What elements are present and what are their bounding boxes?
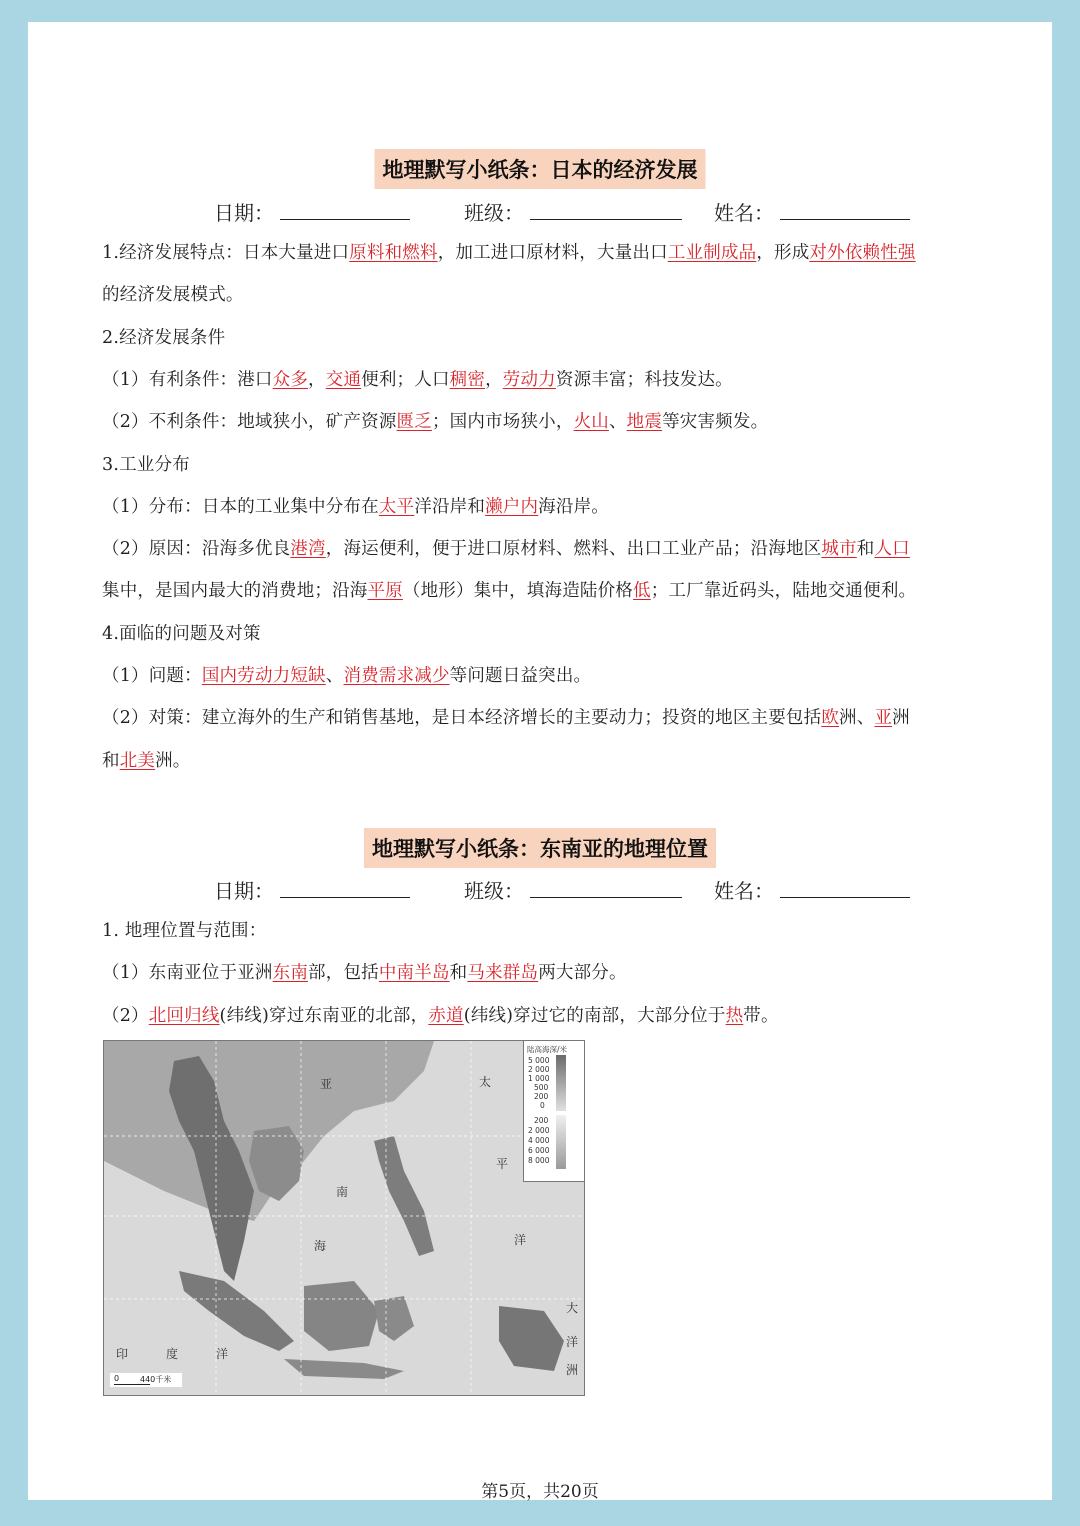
text-segment: 和 [102,750,120,771]
text-line [102,577,916,602]
map-scale: 0 440千米 [110,1373,182,1387]
text-segment: （2）不利条件：地域狭小，矿产资源 [102,412,397,433]
page-footer: 第5页，共20页 [481,1482,599,1502]
text-line [102,1002,779,1027]
text-segment: 带。 [743,1005,779,1026]
date-field [214,197,410,226]
answer-text: 马来群岛 [467,963,539,984]
text-segment: 部，包括 [308,963,379,984]
answer-text: 原料和燃料 [349,243,438,263]
section1-title: 地理默写小纸条：日本的经济发展 [375,149,706,189]
text-segment: 洲、 [839,708,875,729]
legend-value: 200 [534,1092,549,1101]
text-segment: 资源丰富；科技发达。 [555,369,733,390]
map-label-du: 度 [166,1347,179,1361]
legend-value: 1 000 [528,1074,550,1083]
text-segment: 和 [449,963,468,984]
text-segment: ；工厂靠近码头，陆地交通便利。 [650,581,917,602]
answer-text: 交通 [325,369,362,390]
answer-text: 工业制成品 [667,243,757,263]
legend-land-bar [556,1055,566,1111]
text-segment: ；国内市场狭小， [431,412,574,433]
map-label-tai: 太 [479,1075,492,1089]
answer-text: 匮乏 [396,412,432,433]
text-line [102,324,225,349]
text-segment: 、 [325,666,344,686]
answer-text: 低 [633,581,651,602]
text-line [102,408,768,433]
text-segment: ，形成 [756,243,810,263]
answer-text: 亚 [874,708,893,729]
text-line [102,451,190,476]
date-label: 日期： [214,879,274,903]
legend-value: 200 [534,1116,549,1125]
answer-text: 港湾 [290,539,326,560]
map-label-ping: 平 [496,1157,509,1171]
text-line [102,917,266,942]
text-segment: (纬线)穿过它的南部，大部分位于 [463,1005,726,1026]
class-field [464,875,682,904]
map-label-yang-indian: 洋 [216,1347,229,1361]
section2-info-row [214,875,774,904]
legend-value: 8 000 [528,1156,550,1165]
map-legend [523,1041,584,1182]
text-segment: 海沿岸。 [538,496,609,517]
answer-text: 地震 [626,412,663,433]
text-segment: ，加工进口原材料，大量出口 [437,243,668,263]
text-line [102,747,191,772]
text-line [102,239,916,264]
date-blank[interactable] [280,218,410,220]
map-label-ya: 亚 [320,1077,333,1091]
text-segment: （2）原因：沿海多优良 [102,539,291,560]
text-segment: 等灾害频发。 [662,412,769,433]
answer-text: 中南半岛 [378,963,450,984]
name-label: 姓名： [714,879,774,903]
name-field [714,875,910,904]
legend-value: 500 [534,1083,549,1092]
section1-info-row [214,197,774,226]
answer-text: 劳动力 [502,369,556,390]
map-label-zhou: 洲 [566,1363,579,1377]
answer-text: 平原 [367,581,403,602]
text-segment: 两大部分。 [538,963,627,984]
answer-text: 火山 [573,412,609,433]
class-field [464,197,682,226]
text-segment: （地形）集中，填海造陆价格 [402,581,634,602]
answer-text: 热 [725,1005,744,1026]
section2-title: 地理默写小纸条：东南亚的地理位置 [364,828,716,868]
worksheet-page [28,22,1052,1500]
answer-text: 人口 [874,539,910,560]
text-segment: （1）有利条件：港口 [102,369,273,390]
name-blank[interactable] [780,896,910,898]
map-label-yin: 印 [116,1347,129,1361]
legend-value: 2 000 [528,1065,550,1074]
legend-value: 5 000 [528,1056,550,1065]
text-segment: 集中，是国内最大的消费地；沿海 [102,581,368,602]
map-label-da: 大 [566,1301,579,1315]
text-line [102,620,261,645]
legend-value: 6 000 [528,1146,550,1155]
text-segment: ，海运便利，便于进口原材料、燃料、出口工业产品；沿海地区 [325,539,822,560]
text-segment: 1.经济发展特点：日本大量进口 [102,243,350,263]
text-line [102,493,609,518]
text-line [102,662,591,687]
legend-value: 4 000 [528,1136,550,1145]
text-segment: ， [485,369,503,390]
map-graphic [104,1041,584,1395]
answer-text: 城市 [821,539,857,560]
text-line [102,704,910,729]
text-segment: （2）对策：建立海外的生产和销售基地，是日本经济增长的主要动力；投资的地区主要包括 [102,708,822,729]
legend-value: 0 [540,1101,545,1110]
name-blank[interactable] [780,218,910,220]
legend-title: 陆高海深/米 [527,1045,568,1054]
text-segment: ， [308,369,326,390]
text-segment: 的经济发展模式。 [102,285,244,306]
answer-text: 濑户内 [485,496,539,517]
text-line [102,281,244,306]
text-line [102,959,627,984]
answer-text: 北美 [119,750,156,771]
answer-text: 东南 [272,963,309,984]
answer-text: 国内劳动力短缺 [201,666,326,686]
name-field [714,197,910,226]
class-label: 班级： [464,201,524,225]
map-label-yang-oceania: 洋 [566,1335,579,1349]
name-label: 姓名： [714,201,774,225]
text-segment: 3.工业分布 [102,454,190,475]
text-segment: （1）东南亚位于亚洲 [102,963,273,984]
answer-text: 太平 [378,496,415,517]
text-segment: （2） [102,1005,149,1026]
map-label-nan: 南 [336,1185,349,1199]
date-field [214,875,410,904]
text-segment: 和 [856,539,875,560]
text-segment: 便利；人口 [361,369,450,390]
answer-text: 欧 [821,708,840,729]
map-label-yang-pacific: 洋 [514,1233,527,1247]
text-segment: 洋沿岸和 [414,496,486,517]
text-line [102,535,910,560]
text-segment: 4.面临的问题及对策 [102,623,261,644]
text-segment: 、 [608,412,627,433]
date-label: 日期： [214,201,274,225]
date-blank[interactable] [280,896,410,898]
answer-text: 赤道 [428,1005,464,1026]
answer-text: 众多 [272,369,309,390]
class-label: 班级： [464,879,524,903]
text-segment: 1. 地理位置与范围： [102,921,267,941]
answer-text: 北回归线 [148,1005,220,1026]
answer-text: 对外依赖性强 [809,243,916,263]
class-blank[interactable] [530,896,682,898]
text-segment: 2.经济发展条件 [102,327,226,348]
text-segment: (纬线)穿过东南亚的北部， [219,1005,429,1026]
southeast-asia-map [103,1040,585,1396]
legend-sea-bar [556,1115,566,1169]
text-segment: （1）问题： [102,666,202,686]
text-segment: 等问题日益突出。 [449,666,592,686]
class-blank[interactable] [530,218,682,220]
text-segment: （1）分布：日本的工业集中分布在 [102,496,379,517]
map-label-hai: 海 [314,1239,327,1253]
answer-text: 稠密 [449,369,486,390]
scale-label: 440千米 [140,1375,172,1384]
text-segment: 洲 [892,708,910,729]
text-line [102,366,733,391]
answer-text: 消费需求减少 [343,666,450,686]
legend-value: 2 000 [528,1126,550,1135]
text-segment: 洲。 [155,750,191,771]
